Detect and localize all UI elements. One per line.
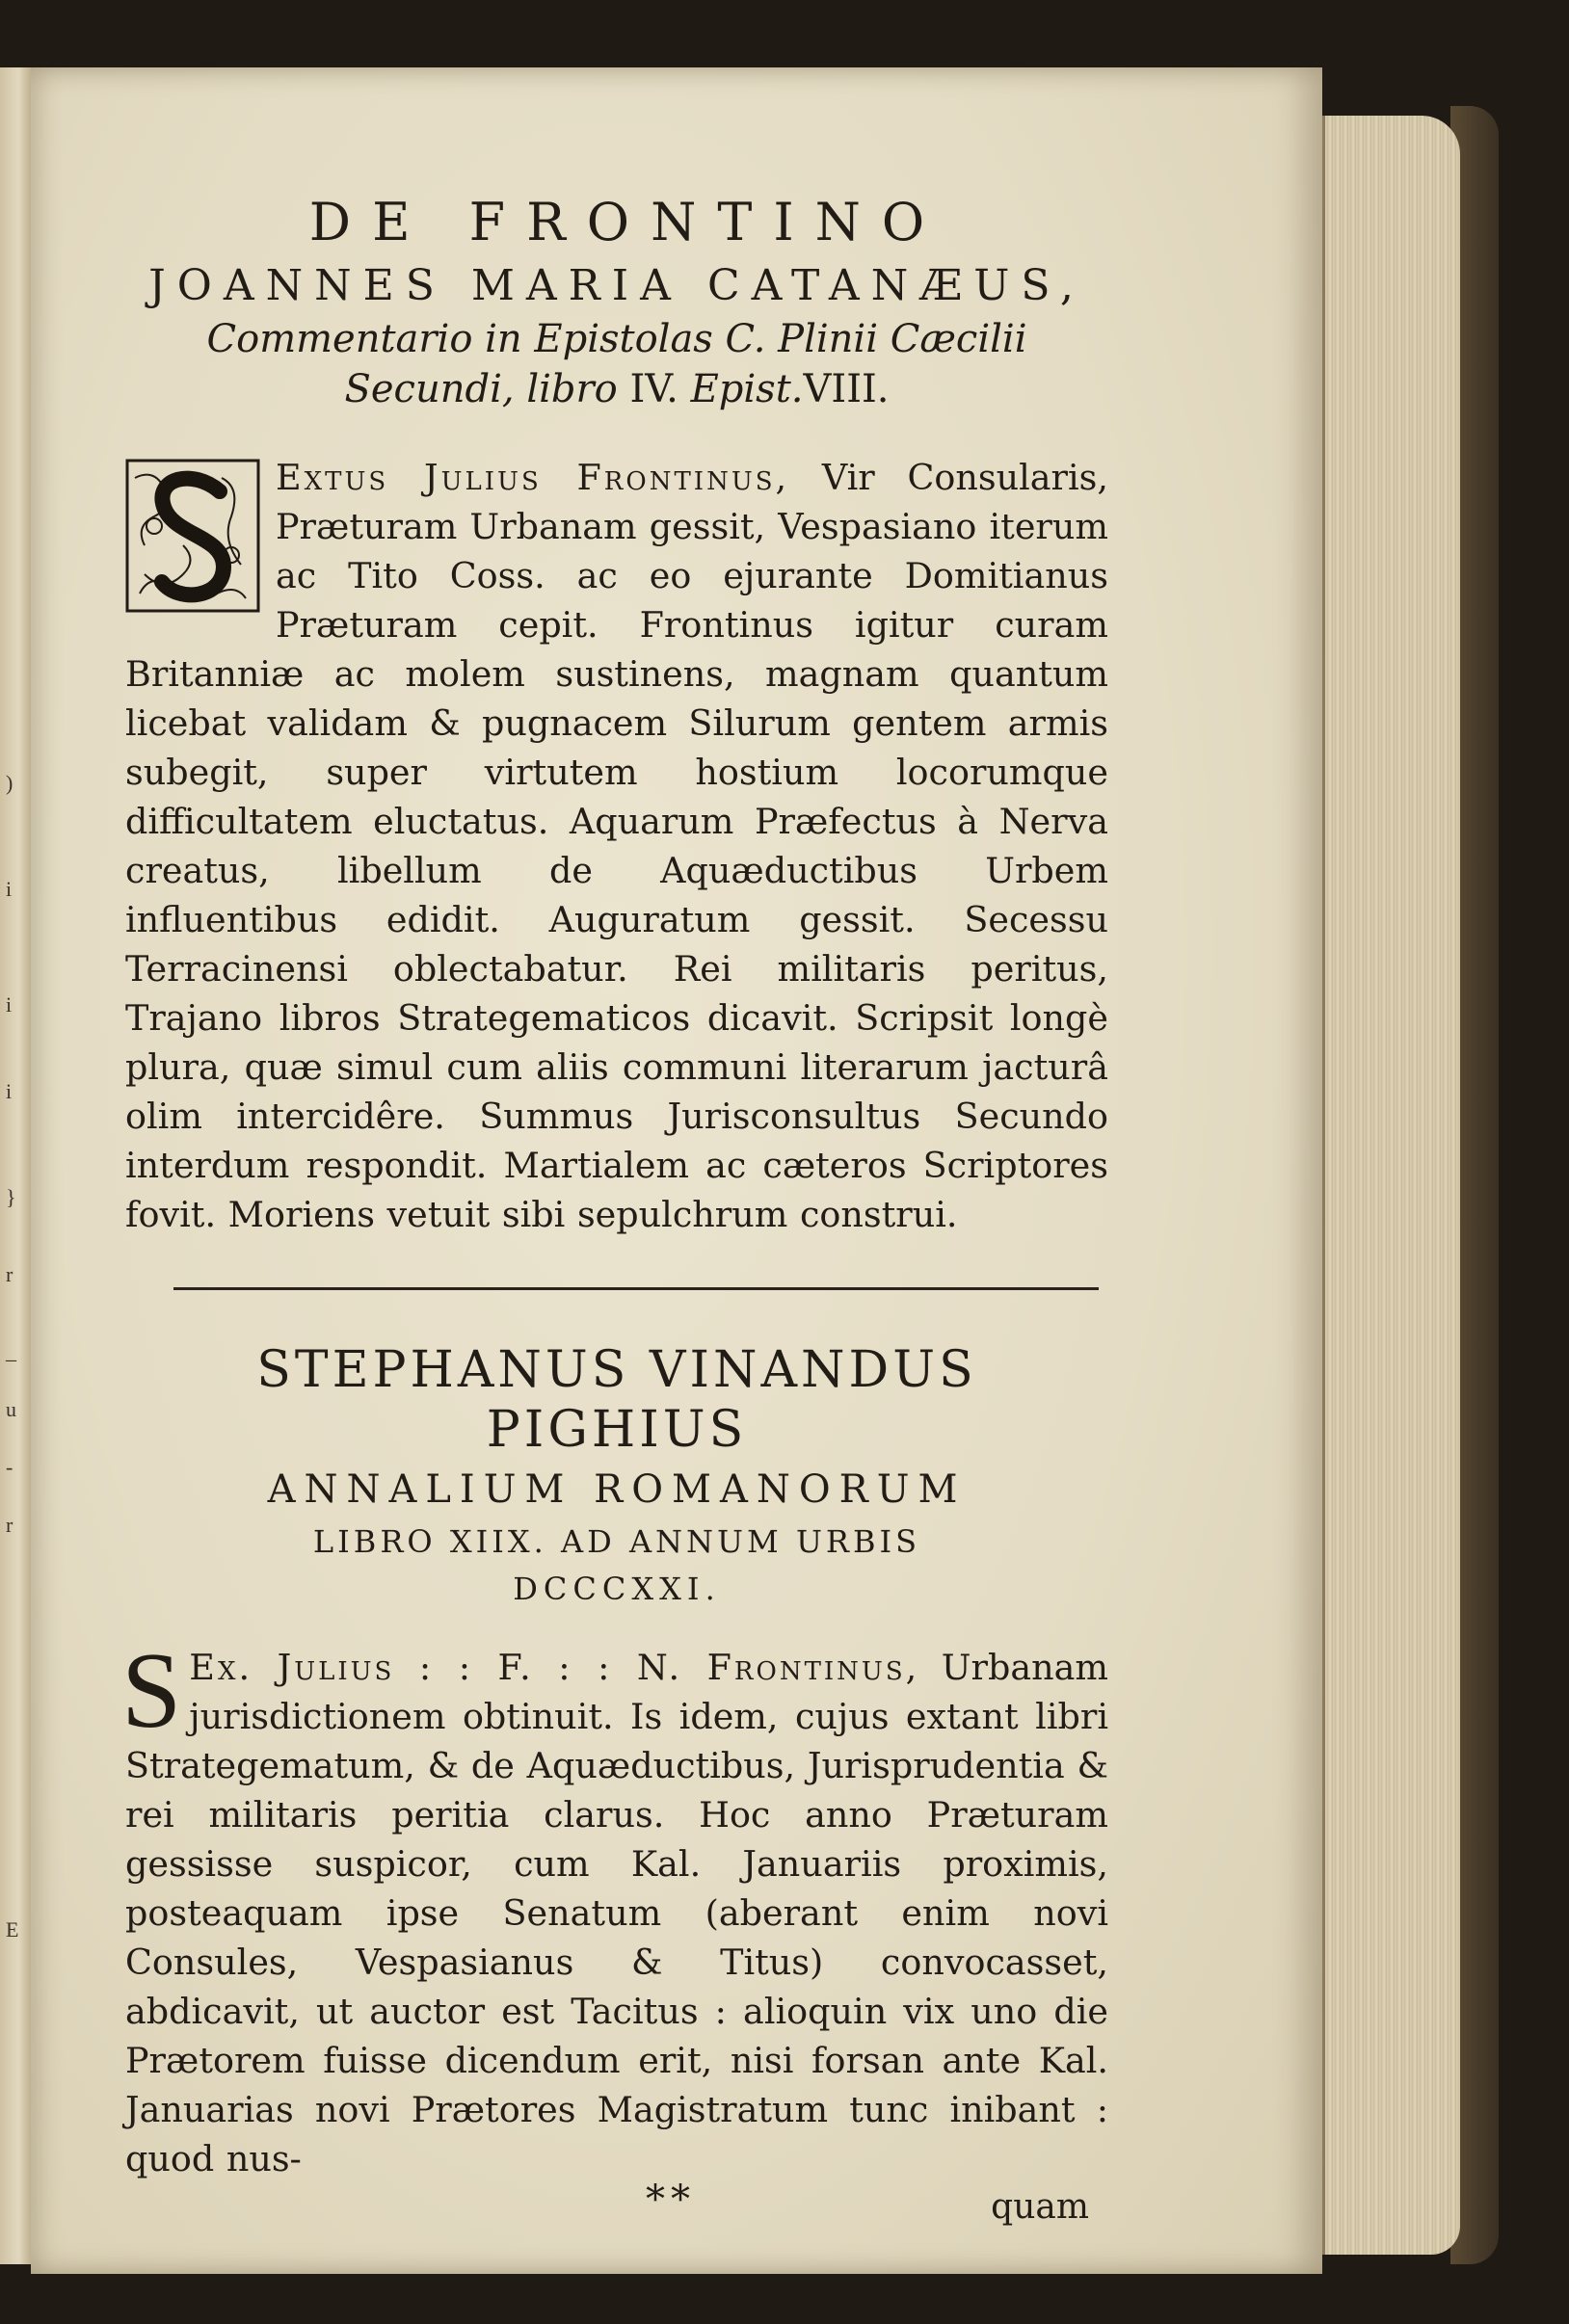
page-footer — [125, 2178, 1108, 2232]
signature-mark: ** — [646, 2178, 696, 2222]
section-subtitle-annalium: ANNALIUM ROMANORUM — [267, 1467, 967, 1512]
page-text — [121, 192, 1108, 2232]
section-title-de-frontino: DE FRONTINO — [308, 192, 946, 252]
source-epist: Epist. — [690, 367, 804, 411]
ornamental-initial-s-icon — [125, 459, 260, 613]
section-source-line-2 — [125, 364, 1108, 414]
paragraph-pighius — [121, 1631, 1108, 2183]
margin-mark: _ — [6, 1339, 16, 1363]
paragraph-lead-name: Extus Julius Frontinus, — [276, 457, 790, 498]
section-subtitle-libro: LIBRO XIIX. AD ANNUM URBIS — [312, 1523, 921, 1560]
catchword: quam — [991, 2187, 1089, 2227]
page-fore-edge — [1322, 116, 1460, 2255]
margin-mark: r — [6, 1513, 13, 1537]
section-author: JOANNES MARIA CATANÆUS, — [148, 261, 1085, 310]
margin-mark: i — [6, 1079, 13, 1103]
section-source-line-1: Commentario in Epistolas C. Plinii Cæcilii — [206, 317, 1027, 361]
margin-mark: r — [6, 1262, 13, 1286]
section-divider-rule — [173, 1287, 1099, 1290]
source-book-number: IV. — [629, 367, 678, 411]
margin-mark: ) — [6, 771, 13, 795]
drop-cap-s: S — [121, 1631, 182, 1751]
section-subtitle-year: DCCCXXI. — [513, 1571, 721, 1607]
margin-mark: E — [6, 1917, 19, 1941]
section-title-pighius: STEPHANUS VINANDUS PIGHIUS — [256, 1341, 977, 1459]
paragraph-lead-name: Ex. Julius : : F. : : N. Frontinus, — [189, 1647, 920, 1688]
margin-mark: u — [6, 1397, 16, 1421]
source-epist-number: VIII. — [803, 367, 890, 411]
paragraph-body: Urbanam jurisdictionem obtinuit. Is idem, cujus extant libri Strategematum, & de Aquæductibus, Jurisprudentia & rei militaris peritia clarus. Hoc anno Præturam gessisse suspicor, cum Kal. Januariis proximis, posteaquam ipse Senatum (aberant enim novi Consules, Vespasianus & Titus) convocasset, abdicavit, ut auctor est Tacitus : alioquin vix uno die Prætorem fuisse dicendum erit, nisi forsan ante Kal. Januarias novi Prætores Magistratum tunc inibant : quod nus- — [125, 1647, 1108, 2179]
margin-mark: i — [6, 992, 13, 1017]
paragraph-body: Vir Consularis, Præturam Urbanam gessit, Vespasiano iterum ac Tito Coss. ac eo ejurante Domitianus Præturam cepit. Frontinus igitur curam Britanniæ ac molem sustinens, magnam quantum licebat validam & pugnacem Silurum gentem armis subegit, super virtutem hostium locorumque difficultatem eluctatus. Aquarum Præfectus à Nerva creatus, libellum de Aquæductibus Urbem influentibus edidit. Auguratum gessit. Secessu Terracinensi oblectabatur. Rei militaris peritus, Trajano libros Strategematicos dicavit. Scripsit longè plura, quæ simul cum aliis communi literarum jacturâ olim intercidêre. Summus Jurisconsultus Secundo interdum respondit. Martialem ac cæteros Scriptores fovit. Moriens vetuit sibi sepulchrum construi. — [125, 457, 1108, 1235]
margin-mark: - — [6, 1455, 13, 1479]
left-page-edge — [0, 67, 33, 2264]
margin-mark: } — [6, 1185, 16, 1209]
source-secundi: Secundi, libro — [344, 367, 618, 411]
paragraph-catanaeus — [125, 453, 1108, 1239]
margin-mark: i — [6, 877, 13, 901]
